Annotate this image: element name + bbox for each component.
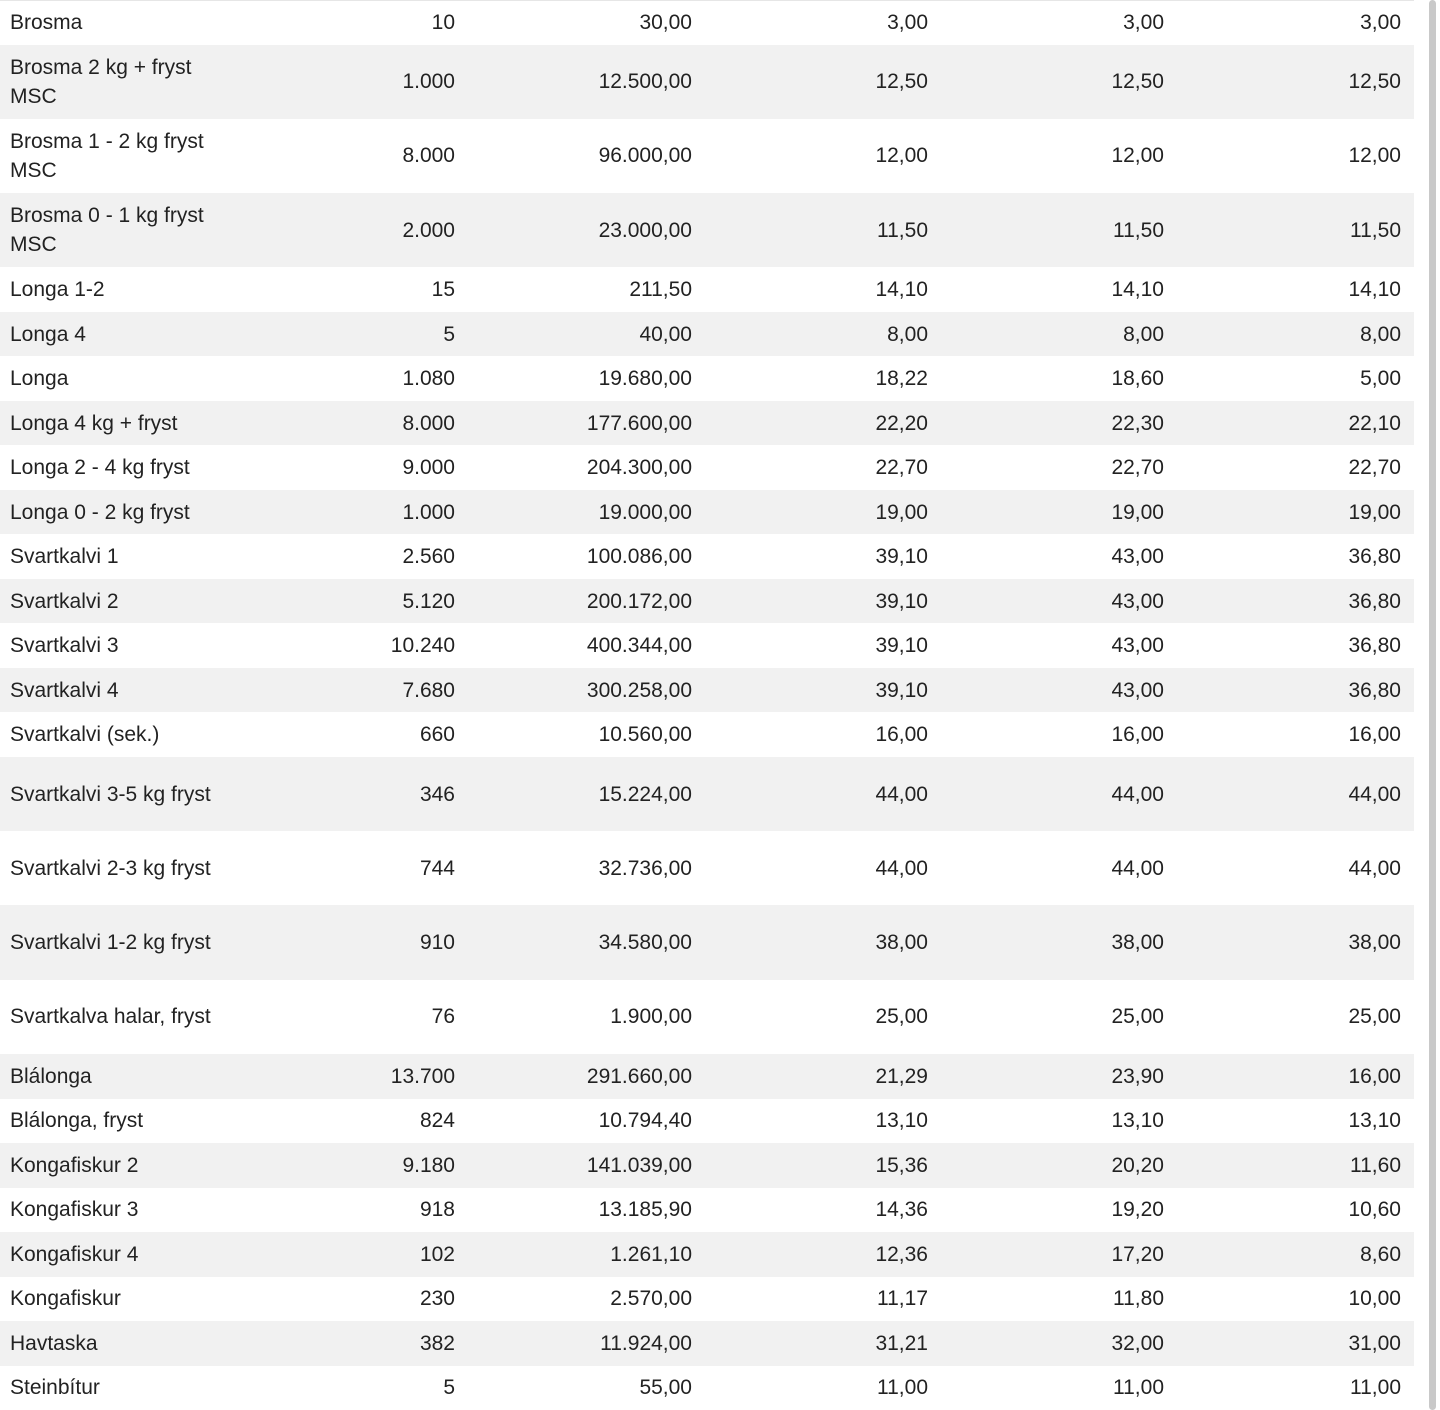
table-row (0, 119, 1414, 193)
cell-total-value: 400.344,00 (586, 634, 692, 658)
cell-species: Kongafiskur 2 (10, 1153, 139, 1177)
cell-max-price: 44,00 (1111, 782, 1164, 806)
cell-min-price: 36,80 (1348, 589, 1401, 613)
cell-quantity: 346 (419, 782, 455, 806)
table-row (0, 980, 1414, 1054)
cell-total-value: 10.560,00 (598, 723, 692, 747)
cell-total-value: 32.736,00 (598, 856, 692, 880)
cell-species: Svartkalvi 2-3 kg fryst (10, 856, 211, 880)
cell-average-price: 12,00 (875, 144, 928, 168)
cell-min-price: 44,00 (1348, 782, 1401, 806)
table-row (0, 45, 1414, 119)
table-row (0, 712, 1414, 757)
cell-average-price: 18,22 (875, 367, 928, 391)
cell-total-value: 12.500,00 (598, 70, 692, 94)
cell-quantity: 76 (431, 1005, 455, 1029)
cell-total-value: 141.039,00 (586, 1153, 692, 1177)
cell-max-price: 43,00 (1111, 589, 1164, 613)
cell-min-price: 36,80 (1348, 545, 1401, 569)
cell-quantity: 7.680 (402, 678, 455, 702)
cell-species: Svartkalvi 4 (10, 678, 119, 702)
cell-species: Blálonga, fryst (10, 1109, 144, 1133)
cell-min-price: 12,50 (1348, 70, 1401, 94)
cell-total-value: 19.680,00 (598, 367, 692, 391)
table-row (0, 1143, 1414, 1188)
cell-min-price: 38,00 (1348, 931, 1401, 955)
cell-max-price: 22,30 (1111, 411, 1164, 435)
cell-min-price: 8,60 (1360, 1242, 1401, 1266)
cell-max-price: 38,00 (1111, 931, 1164, 955)
cell-average-price: 13,10 (875, 1109, 928, 1133)
cell-average-price: 16,00 (875, 723, 928, 747)
table-row (0, 1277, 1414, 1322)
cell-max-price: 20,20 (1111, 1153, 1164, 1177)
cell-quantity: 1.000 (402, 70, 455, 94)
table-row (0, 445, 1414, 490)
cell-average-price: 3,00 (887, 10, 928, 34)
cell-total-value: 211,50 (629, 278, 692, 302)
cell-quantity: 1.000 (402, 500, 455, 524)
cell-total-value: 19.000,00 (598, 500, 692, 524)
cell-total-value: 1.900,00 (610, 1005, 692, 1029)
cell-quantity: 13.700 (390, 1064, 455, 1088)
table-row (0, 356, 1414, 401)
cell-min-price: 11,50 (1350, 218, 1401, 242)
cell-average-price: 19,00 (875, 500, 928, 524)
cell-max-price: 8,00 (1123, 322, 1164, 346)
cell-max-price: 22,70 (1111, 456, 1164, 480)
cell-min-price: 10,60 (1348, 1198, 1401, 1222)
cell-species: Svartkalvi 3-5 kg fryst (10, 782, 211, 806)
table-row (0, 623, 1414, 668)
cell-quantity: 15 (431, 278, 455, 302)
cell-quantity: 744 (419, 856, 455, 880)
cell-min-price: 44,00 (1348, 856, 1401, 880)
cell-species: Kongafiskur (10, 1287, 121, 1311)
cell-species: Svartkalvi 1 (10, 545, 119, 569)
cell-max-price: 14,10 (1111, 278, 1164, 302)
cell-min-price: 22,70 (1348, 456, 1401, 480)
cell-min-price: 19,00 (1348, 500, 1401, 524)
table-row (0, 579, 1414, 624)
cell-max-price: 32,00 (1111, 1331, 1164, 1355)
cell-quantity: 5 (443, 322, 455, 346)
cell-min-price: 36,80 (1348, 678, 1401, 702)
cell-max-price: 13,10 (1111, 1109, 1164, 1133)
cell-max-price: 12,50 (1111, 70, 1164, 94)
cell-total-value: 100.086,00 (586, 545, 692, 569)
cell-total-value: 291.660,00 (586, 1064, 692, 1088)
cell-quantity: 2.560 (402, 545, 455, 569)
cell-total-value: 13.185,90 (598, 1198, 692, 1222)
cell-quantity: 660 (419, 723, 455, 747)
cell-species: Blálonga (10, 1064, 92, 1088)
cell-min-price: 25,00 (1348, 1005, 1401, 1029)
cell-total-value: 2.570,00 (610, 1287, 692, 1311)
cell-quantity: 5.120 (402, 589, 455, 613)
cell-total-value: 55,00 (639, 1376, 692, 1400)
table-row (0, 1188, 1414, 1233)
cell-min-price: 11,00 (1350, 1376, 1401, 1400)
cell-quantity: 1.080 (402, 367, 455, 391)
cell-total-value: 96.000,00 (598, 144, 692, 168)
cell-average-price: 11,17 (877, 1287, 928, 1311)
cell-total-value: 300.258,00 (586, 678, 692, 702)
cell-species: Svartkalvi (sek.) (10, 723, 160, 747)
table-row (0, 267, 1414, 312)
table-row (0, 1232, 1414, 1277)
cell-species: Longa 1-2 (10, 278, 105, 302)
cell-min-price: 31,00 (1348, 1331, 1401, 1355)
cell-max-price: 43,00 (1111, 678, 1164, 702)
cell-max-price: 11,80 (1113, 1287, 1164, 1311)
cell-average-price: 15,36 (875, 1153, 928, 1177)
table-row (0, 905, 1414, 979)
cell-species: Svartkalvi 3 (10, 634, 119, 658)
cell-max-price: 11,50 (1113, 218, 1164, 242)
cell-max-price: 16,00 (1111, 723, 1164, 747)
cell-quantity: 102 (419, 1242, 455, 1266)
table-row (0, 0, 1414, 45)
cell-quantity: 824 (419, 1109, 455, 1133)
cell-total-value: 11.924,00 (600, 1331, 692, 1355)
table-row (0, 193, 1414, 267)
table-row (0, 668, 1414, 713)
cell-average-price: 11,50 (877, 218, 928, 242)
cell-max-price: 44,00 (1111, 856, 1164, 880)
cell-max-price: 18,60 (1111, 367, 1164, 391)
cell-total-value: 34.580,00 (598, 931, 692, 955)
cell-max-price: 3,00 (1123, 10, 1164, 34)
cell-min-price: 10,00 (1348, 1287, 1401, 1311)
cell-max-price: 17,20 (1111, 1242, 1164, 1266)
cell-species: Svartkalvi 2 (10, 589, 119, 613)
cell-quantity: 9.180 (402, 1153, 455, 1177)
table-row (0, 1321, 1414, 1366)
table-row (0, 757, 1414, 831)
cell-average-price: 22,20 (875, 411, 928, 435)
cell-min-price: 36,80 (1348, 634, 1401, 658)
cell-total-value: 30,00 (639, 10, 692, 34)
cell-min-price: 14,10 (1348, 278, 1401, 302)
cell-total-value: 204.300,00 (586, 456, 692, 480)
cell-quantity: 5 (443, 1376, 455, 1400)
cell-average-price: 44,00 (875, 782, 928, 806)
cell-min-price: 22,10 (1348, 411, 1401, 435)
cell-average-price: 14,36 (875, 1198, 928, 1222)
cell-min-price: 16,00 (1348, 1064, 1401, 1088)
cell-species: Brosma 0 - 1 kg fryst MSC (10, 204, 204, 257)
table-row (0, 401, 1414, 446)
cell-species: Brosma 2 kg + fryst MSC (10, 55, 192, 108)
cell-species: Longa 4 (10, 322, 86, 346)
cell-quantity: 10.240 (390, 634, 455, 658)
cell-average-price: 12,36 (875, 1242, 928, 1266)
cell-species: Kongafiskur 3 (10, 1198, 139, 1222)
cell-min-price: 12,00 (1348, 144, 1401, 168)
cell-total-value: 10.794,40 (598, 1109, 692, 1133)
cell-species: Havtaska (10, 1331, 98, 1355)
cell-average-price: 25,00 (875, 1005, 928, 1029)
cell-species: Brosma (10, 10, 83, 34)
cell-max-price: 43,00 (1111, 634, 1164, 658)
cell-average-price: 38,00 (875, 931, 928, 955)
cell-species: Svartkalva halar, fryst (10, 1005, 211, 1029)
cell-average-price: 12,50 (875, 70, 928, 94)
cell-quantity: 8.000 (402, 144, 455, 168)
cell-quantity: 8.000 (402, 411, 455, 435)
cell-total-value: 1.261,10 (610, 1242, 692, 1266)
cell-max-price: 43,00 (1111, 545, 1164, 569)
cell-max-price: 23,90 (1111, 1064, 1164, 1088)
cell-species: Longa 2 - 4 kg fryst (10, 456, 190, 480)
cell-total-value: 23.000,00 (598, 218, 692, 242)
cell-total-value: 177.600,00 (586, 411, 692, 435)
cell-min-price: 11,60 (1350, 1153, 1401, 1177)
cell-species: Longa (10, 367, 69, 391)
table-row (0, 1099, 1414, 1144)
cell-total-value: 40,00 (639, 322, 692, 346)
cell-min-price: 5,00 (1360, 367, 1401, 391)
table-row (0, 1054, 1414, 1099)
cell-quantity: 9.000 (402, 456, 455, 480)
table-row (0, 490, 1414, 535)
scrollbar-thumb[interactable] (1429, 0, 1436, 1410)
cell-max-price: 19,00 (1111, 500, 1164, 524)
cell-quantity: 918 (419, 1198, 455, 1222)
cell-quantity: 2.000 (402, 218, 455, 242)
cell-average-price: 8,00 (887, 322, 928, 346)
cell-average-price: 11,00 (877, 1376, 928, 1400)
cell-species: Svartkalvi 1-2 kg fryst (10, 931, 211, 955)
cell-average-price: 39,10 (875, 678, 928, 702)
cell-quantity: 10 (431, 10, 455, 34)
cell-max-price: 19,20 (1111, 1198, 1164, 1222)
table-row (0, 1366, 1414, 1410)
cell-min-price: 3,00 (1360, 10, 1401, 34)
cell-species: Steinbítur (10, 1376, 100, 1400)
cell-max-price: 25,00 (1111, 1005, 1164, 1029)
table-row (0, 831, 1414, 905)
cell-average-price: 21,29 (875, 1064, 928, 1088)
cell-total-value: 15.224,00 (598, 782, 692, 806)
cell-quantity: 230 (419, 1287, 455, 1311)
cell-min-price: 8,00 (1360, 322, 1401, 346)
cell-average-price: 14,10 (875, 278, 928, 302)
cell-total-value: 200.172,00 (586, 589, 692, 613)
cell-average-price: 39,10 (875, 634, 928, 658)
cell-max-price: 12,00 (1111, 144, 1164, 168)
cell-species: Brosma 1 - 2 kg fryst MSC (10, 129, 204, 182)
cell-species: Longa 0 - 2 kg fryst (10, 500, 190, 524)
cell-average-price: 39,10 (875, 545, 928, 569)
cell-average-price: 39,10 (875, 589, 928, 613)
cell-max-price: 11,00 (1113, 1376, 1164, 1400)
cell-species: Kongafiskur 4 (10, 1242, 139, 1266)
cell-average-price: 31,21 (875, 1331, 928, 1355)
cell-average-price: 44,00 (875, 856, 928, 880)
cell-quantity: 910 (419, 931, 455, 955)
vertical-scrollbar[interactable] (1414, 0, 1440, 1410)
table-top-border (0, 0, 1414, 1)
table-row (0, 534, 1414, 579)
cell-average-price: 22,70 (875, 456, 928, 480)
table-row (0, 312, 1414, 357)
cell-min-price: 16,00 (1348, 723, 1401, 747)
cell-species: Longa 4 kg + fryst (10, 411, 178, 435)
cell-quantity: 382 (419, 1331, 455, 1355)
cell-min-price: 13,10 (1348, 1109, 1401, 1133)
